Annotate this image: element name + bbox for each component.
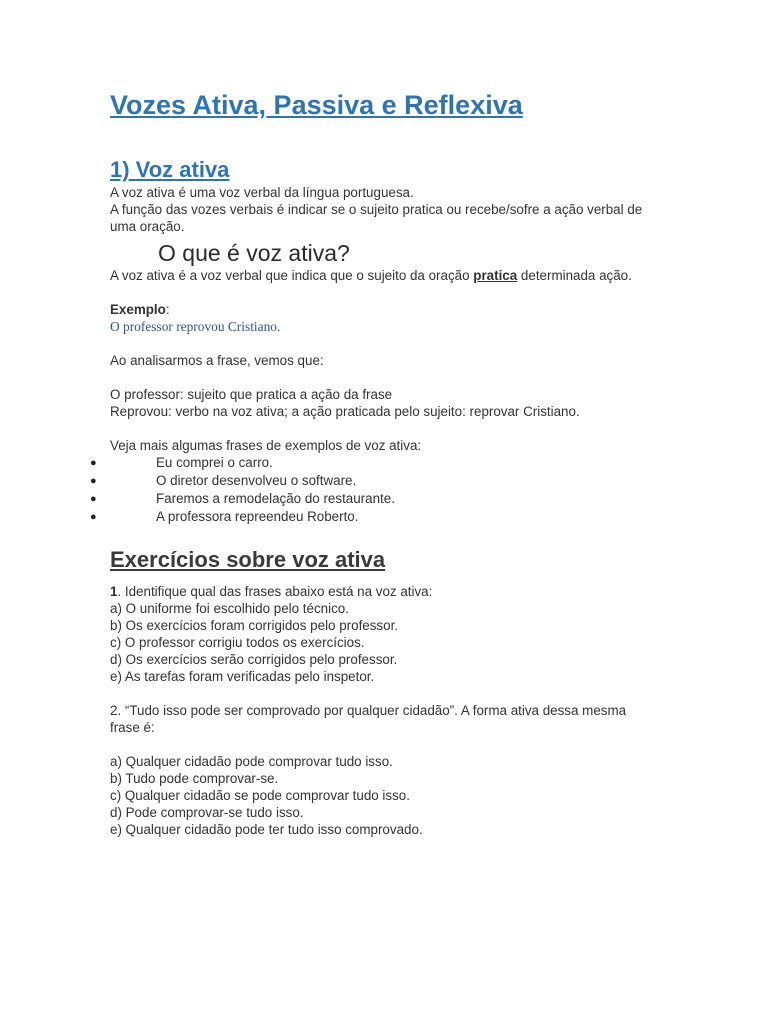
example-label-line (110, 301, 658, 318)
bullet-icon: ● (90, 475, 97, 487)
analysis-line-1: O professor: sujeito que pratica a ação da frase (110, 387, 393, 402)
spacer (110, 420, 658, 437)
spacer (110, 685, 658, 702)
bullet-icon: ● (90, 493, 97, 505)
definition-text-after: determinada ação. (517, 268, 632, 283)
example-sentence: O professor reprovou Cristiano. (110, 319, 281, 334)
spacer (110, 574, 658, 583)
list-item (90, 508, 658, 526)
list-item-text: Eu comprei o carro. (156, 455, 273, 470)
definition-emphasis: pratica (473, 268, 518, 283)
example-label: Exemplo (110, 302, 166, 317)
list-item-text: A professora repreendeu Roberto. (156, 509, 359, 524)
q1-option-e: e) As tarefas foram verificadas pelo inspetor. (110, 669, 375, 684)
intro-line-1: A voz ativa é uma voz verbal da língua portuguesa. (110, 185, 414, 200)
bullet-icon: ● (90, 457, 97, 469)
question-1 (110, 583, 658, 600)
intro-line-2: A função das vozes verbais é indicar se o sujeito pratica ou recebe/sofre a ação verbal de uma oração. (110, 202, 643, 234)
question-heading: O que é voz ativa? (158, 240, 350, 266)
list-item (90, 454, 658, 472)
analysis-line-2: Reprovou: verbo na voz ativa; a ação praticada pelo sujeito: reprovar Cristiano. (110, 404, 580, 419)
more-examples-intro: Veja mais algumas frases de exemplos de voz ativa: (110, 438, 422, 453)
q2-option-d: d) Pode comprovar-se tudo isso. (110, 805, 304, 820)
q1-option-c: c) O professor corrigiu todos os exercícios. (110, 635, 365, 650)
document-content (90, 88, 658, 838)
q1-option-b: b) Os exercícios foram corrigidos pelo professor. (110, 618, 399, 633)
q2-option-b: b) Tudo pode comprovar-se. (110, 771, 279, 786)
question-1-text: . Identifique qual das frases abaixo está na voz ativa: (117, 584, 433, 599)
spacer (110, 369, 658, 386)
examples-bullet-list (90, 454, 658, 526)
spacer (110, 736, 658, 753)
list-item-text: Faremos a remodelação do restaurante. (156, 491, 395, 506)
definition-paragraph (110, 267, 658, 284)
page-title: Vozes Ativa, Passiva e Reflexiva (110, 90, 523, 120)
analysis-intro: Ao analisarmos a frase, vemos que: (110, 353, 324, 368)
exercises-heading: Exercícios sobre voz ativa (110, 547, 386, 572)
spacer (110, 335, 658, 352)
definition-text-before: A voz ativa é a voz verbal que indica que o sujeito da oração (110, 268, 474, 283)
question-1-number: 1 (110, 584, 118, 599)
bullet-icon: ● (90, 511, 97, 523)
q1-option-d: d) Os exercícios serão corrigidos pelo professor. (110, 652, 398, 667)
q2-option-a: a) Qualquer cidadão pode comprovar tudo isso. (110, 754, 393, 769)
q2-option-c: c) Qualquer cidadão se pode comprovar tudo isso. (110, 788, 410, 803)
list-item (90, 490, 658, 508)
q1-option-a: a) O uniforme foi escolhido pelo técnico. (110, 601, 349, 616)
list-item-text: O diretor desenvolveu o software. (156, 473, 357, 488)
example-colon: : (165, 302, 170, 317)
section-heading-voz-ativa: 1) Voz ativa (110, 157, 230, 182)
spacer (110, 284, 658, 301)
list-item (90, 472, 658, 490)
question-2: 2. “Tudo isso pode ser comprovado por qualquer cidadão”. A forma ativa dessa mesma frase é: (110, 703, 627, 735)
q2-option-e: e) Qualquer cidadão pode ter tudo isso comprovado. (110, 822, 423, 837)
